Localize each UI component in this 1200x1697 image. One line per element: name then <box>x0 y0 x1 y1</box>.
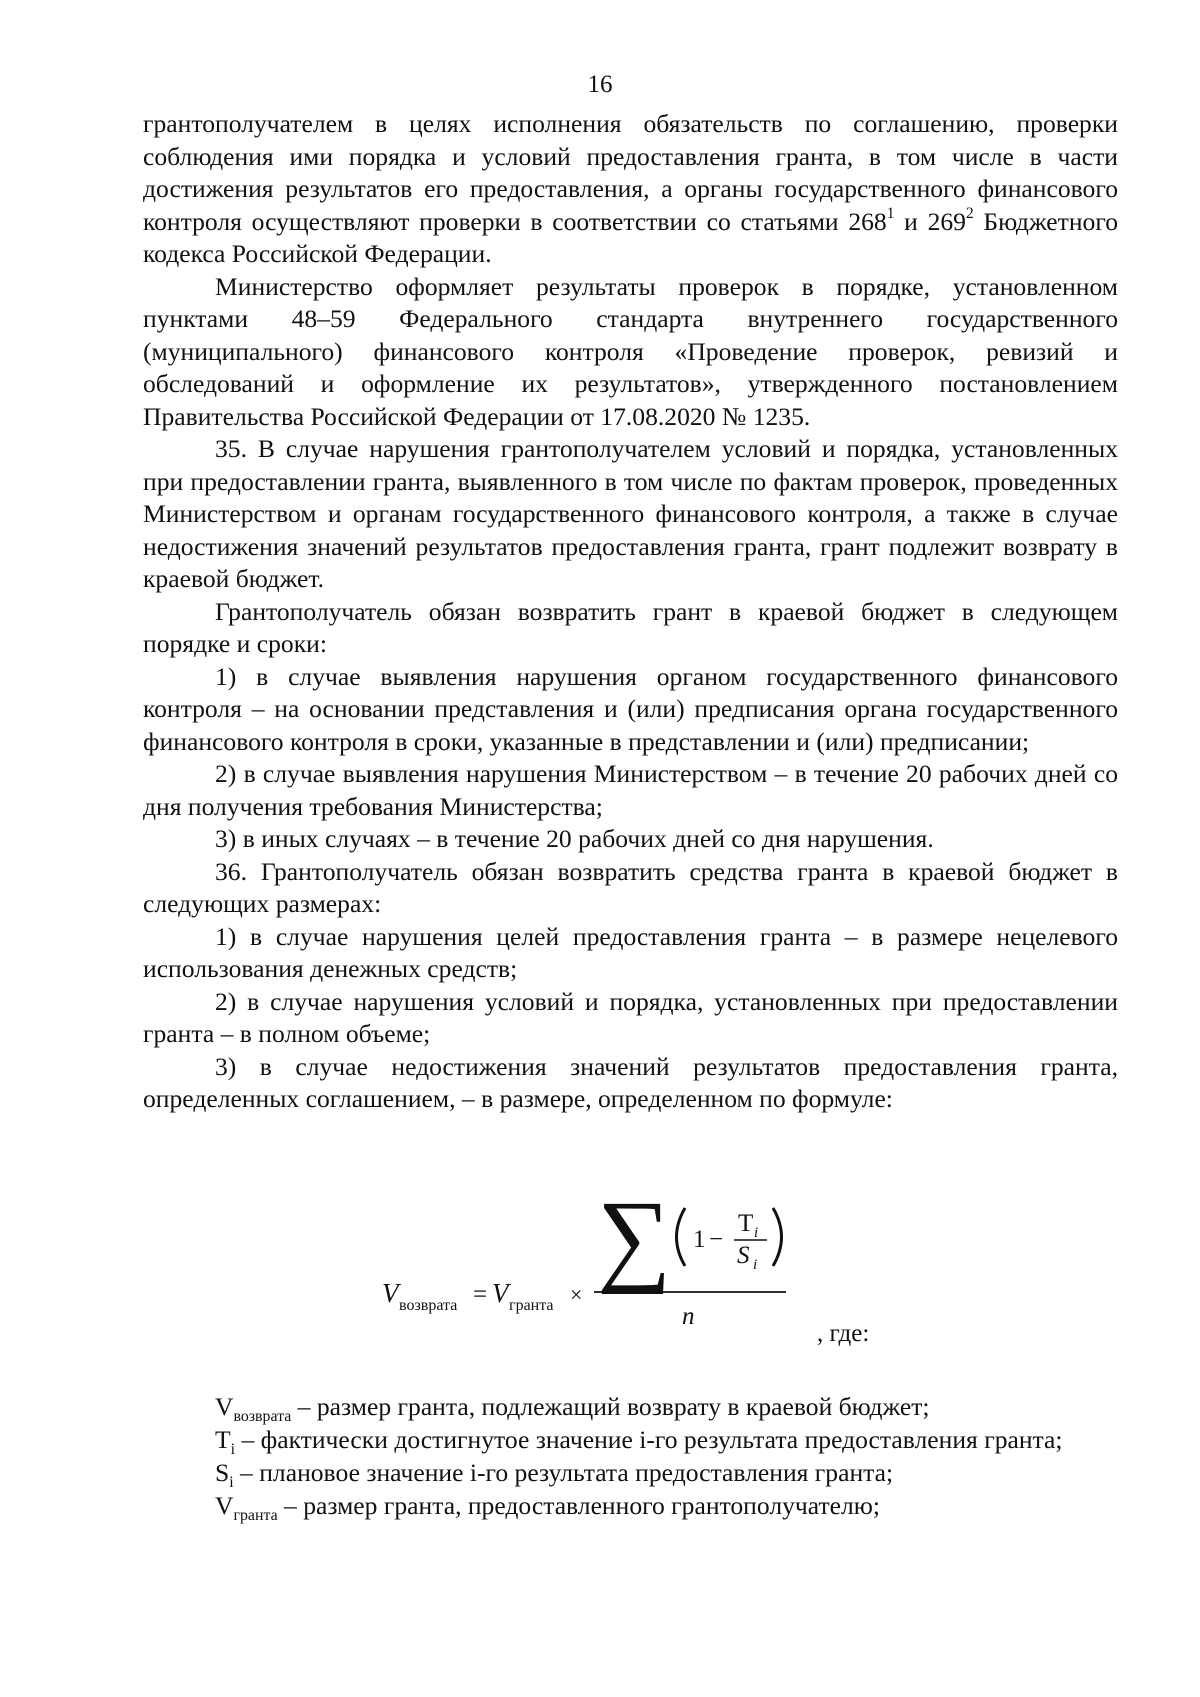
formula-denominator: n <box>682 1303 695 1330</box>
formula-s: S <box>737 1242 750 1269</box>
footnote-superscript: 2 <box>965 205 974 223</box>
formula-left-paren <box>677 1208 686 1266</box>
paragraph-text: и 269 <box>894 206 966 236</box>
definition-text: – размер гранта, предоставленного грантополучателю; <box>277 1491 881 1520</box>
formula-v-return: V <box>382 1278 399 1308</box>
definition-subscript: гранта <box>233 1507 278 1525</box>
formula-v-grant-subscript: гранта <box>509 1297 554 1314</box>
formula-sum-symbol: ∑ <box>597 1180 672 1295</box>
formula-times: × <box>570 1282 583 1307</box>
paragraph: Министерство оформляет результаты проверок в порядке, установленном пунктами 48–59 Федерального стандарта внутреннего государственного (муниципального) финансового контроля «Проведение проверок, ревизий и обследований и оформление их результатов», утвержденного постановлением Правительства Российской Федерации от 17.08.2020 № 1235. <box>143 271 1118 431</box>
list-item: 2) в случае нарушения условий и порядка, установленных при предоставлении гранта – в полном объеме; <box>143 986 1118 1048</box>
definitions <box>143 1390 1118 1525</box>
formula-equals: = <box>473 1281 488 1308</box>
page-number: 16 <box>587 71 613 98</box>
formula-s-index: i <box>753 1257 758 1273</box>
document-body <box>143 108 1118 1116</box>
definition-item <box>143 1489 1118 1525</box>
definition-text: – размер гранта, подлежащий возврату в краевой бюджет; <box>291 1392 930 1421</box>
list-item: 1) в случае нарушения целей предоставления гранта – в размере нецелевого использования денежных средств; <box>143 921 1118 983</box>
formula-v-return-subscript: возврата <box>399 1297 458 1314</box>
formula-where: , где: <box>817 1320 870 1347</box>
definition-symbol: T <box>215 1425 231 1454</box>
paragraph-text: грантополучателем в целях исполнения обязательств по соглашению, проверки соблюдения ими порядка и условий предоставления гранта, в том числе в части достижения результатов его предоставления, а органы государственного финансового контроля осуществляют проверки в соответствии со статьями 268 <box>143 109 1118 236</box>
list-item: 1) в случае выявления нарушения органом государственного финансового контроля – на основании представления и (или) предписания органа государственного финансового контроля в сроки, указанные в представлении и (или) предписании; <box>143 661 1118 756</box>
definition-subscript: возврата <box>233 1408 292 1426</box>
definition-item <box>143 1456 1118 1492</box>
formula-t-index: i <box>754 1225 759 1241</box>
definition-text: – фактически достигнутое значение i-го результата предоставления гранта; <box>235 1425 1063 1454</box>
footnote-superscript: 1 <box>886 205 895 223</box>
formula-one: 1 <box>693 1226 706 1253</box>
formula-minus: − <box>709 1226 724 1253</box>
paragraph-continuation <box>143 108 1118 271</box>
formula-right-paren <box>773 1208 782 1266</box>
definition-subscript: i <box>230 1441 236 1459</box>
paragraph-clause-36: 36. Грантополучатель обязан возвратить средства гранта в краевой бюджет в следующих размерах: <box>143 856 1118 918</box>
definition-item <box>143 1423 1118 1459</box>
definition-item <box>143 1390 1118 1426</box>
formula <box>0 1180 1200 1355</box>
paragraph: Грантополучатель обязан возвратить грант в краевой бюджет в следующем порядке и сроки: <box>143 596 1118 658</box>
formula-t: T <box>738 1210 754 1237</box>
paragraph-clause-35: 35. В случае нарушения грантополучателем условий и порядка, установленных при предоставлении гранта, выявленного в том числе по фактам проверок, проведенных Министерством и органам государственного финансового контроля, а также в случае недостижения значений результатов предоставления гранта, грант подлежит возврату в краевой бюджет. <box>143 434 1118 593</box>
list-item: 3) в иных случаях – в течение 20 рабочих дней со дня нарушения. <box>215 824 934 853</box>
definition-subscript: i <box>229 1474 234 1492</box>
definition-symbol: V <box>215 1392 234 1421</box>
definition-symbol: S <box>215 1458 230 1487</box>
definition-symbol: V <box>215 1491 234 1520</box>
list-item: 3) в случае недостижения значений результатов предоставления гранта, определенных соглашением, – в размере, определенном по формуле: <box>143 1051 1118 1113</box>
definition-text: – плановое значение i-го результата предоставления гранта; <box>233 1458 894 1487</box>
paragraph-text: Бюджетного кодекса Российской Федерации. <box>143 206 1118 268</box>
list-item: 2) в случае выявления нарушения Министерством – в течение 20 рабочих дней со дня получения требования Министерства; <box>143 759 1118 821</box>
formula-v-grant: V <box>492 1278 509 1308</box>
